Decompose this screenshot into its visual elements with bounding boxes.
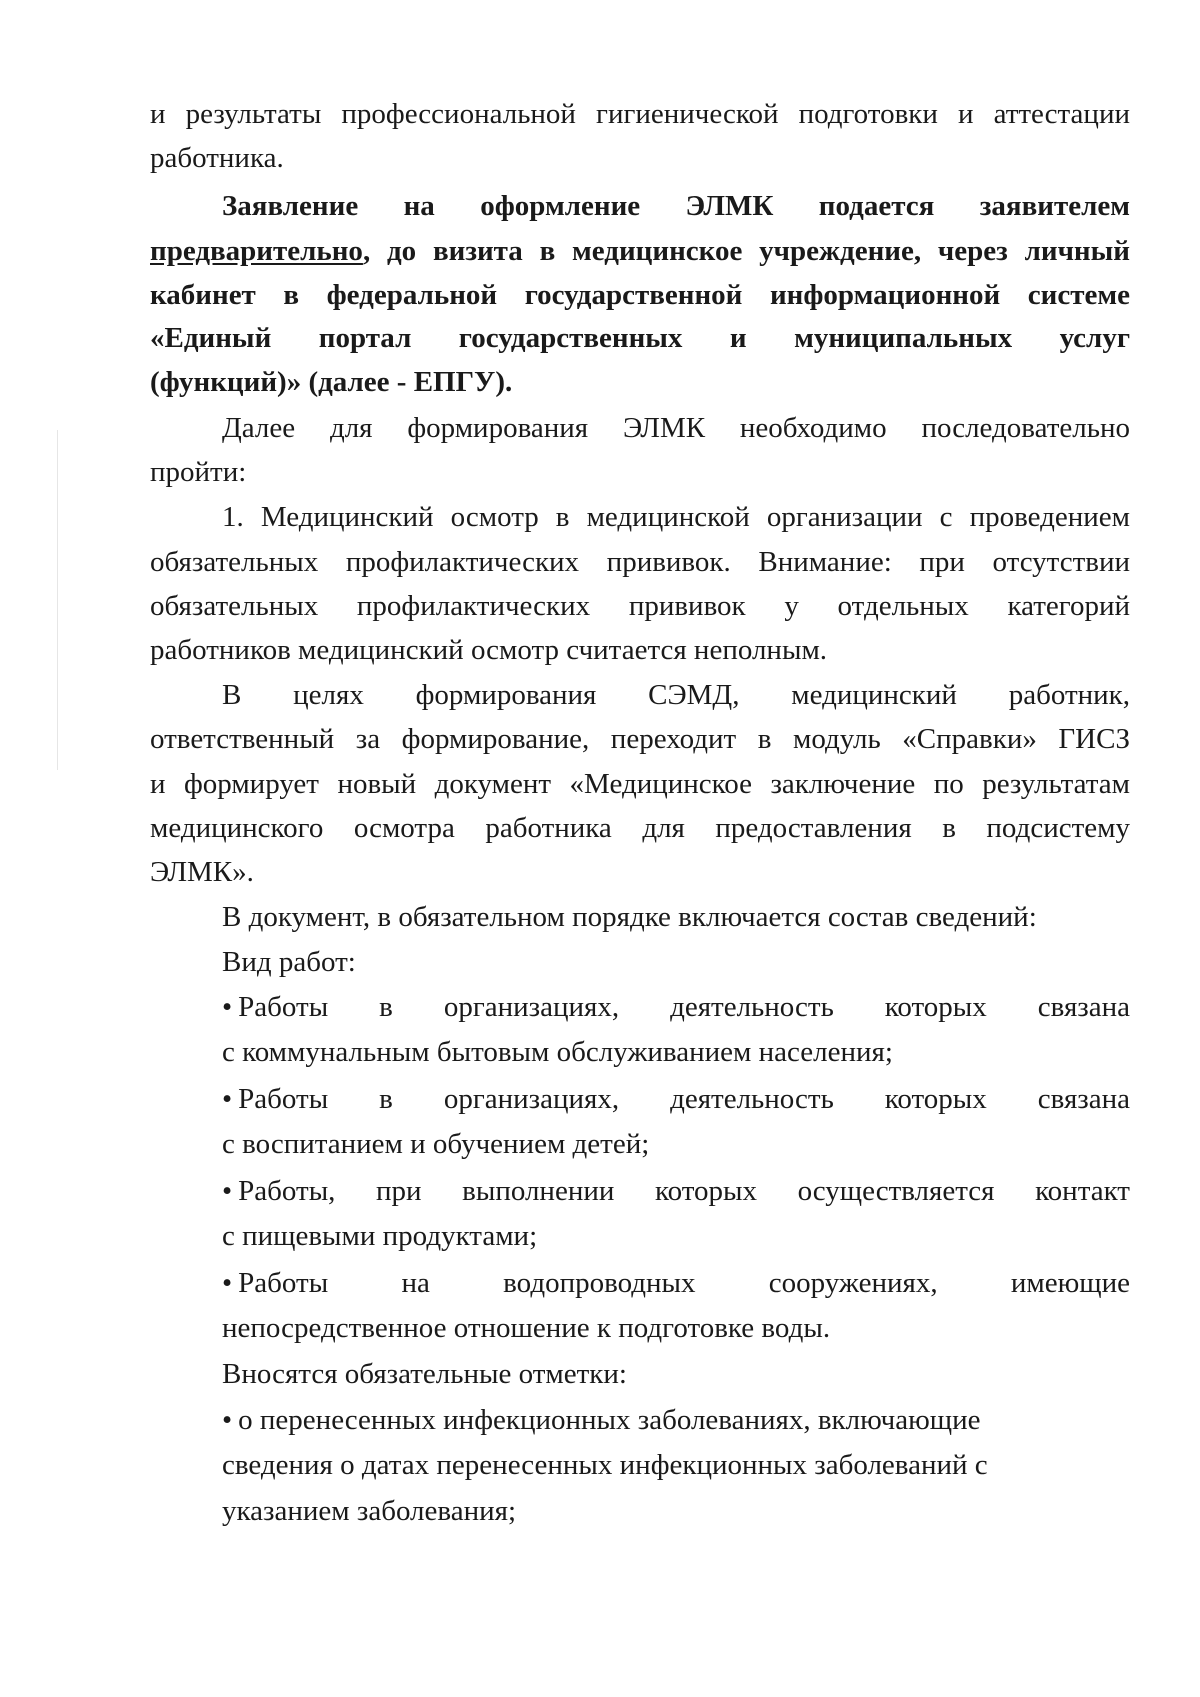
item1-line-4: работников медицинский осмотр считается неполным. <box>150 634 828 666</box>
work-type-2-line-2: с воспитанием и обучением детей; <box>222 1128 650 1160</box>
semd-para-line-4: медицинского осмотра работника для предоставления в подсистему <box>150 812 1130 844</box>
work-type-1-line-1: • Работы в организациях, деятельность которых связана <box>222 991 1130 1023</box>
bold-para-line-4: «Единый портал государственных и муниципальных услуг <box>150 322 1130 354</box>
next-para-line-1: Далее для формирования ЭЛМК необходимо последовательно <box>222 412 1130 444</box>
marks-item-1-line-2: сведения о датах перенесенных инфекционных заболеваний с <box>222 1449 988 1481</box>
work-type-3-line-2: с пищевыми продуктами; <box>222 1220 538 1252</box>
item1-line-3: обязательных профилактических прививок у отдельных категорий <box>150 590 1130 622</box>
bold-para-line-5: (функций)» (далее - ЕПГУ). <box>150 366 513 398</box>
doc-para-line-1: В документ, в обязательном порядке включается состав сведений: <box>222 901 1037 933</box>
bullet-icon: • <box>222 1267 233 1299</box>
semd-para-line-2: ответственный за формирование, переходит в модуль «Справки» ГИСЗ <box>150 723 1130 755</box>
semd-para-line-1: В целях формирования СЭМД, медицинский работник, <box>222 679 1130 711</box>
work-type-4-line-1: • Работы на водопроводных сооружениях, имеющие <box>222 1267 1130 1299</box>
semd-para-line-5: ЭЛМК». <box>150 856 254 888</box>
intro-line-1: и результаты профессиональной гигиенической подготовки и аттестации <box>150 98 1130 130</box>
work-type-1-line-2: с коммунальным бытовым обслуживанием населения; <box>222 1036 893 1068</box>
bold-para-line-2 <box>150 229 1130 273</box>
bullet-icon: • <box>222 991 233 1023</box>
bullet-icon: • <box>222 1083 233 1115</box>
bullet-icon: • <box>222 1175 233 1207</box>
item1-line-1: 1. Медицинский осмотр в медицинской организации с проведением <box>222 501 1130 533</box>
bullet-icon: • <box>222 1404 233 1436</box>
bold-para-line-1: Заявление на оформление ЭЛМК подается заявителем <box>222 190 1130 222</box>
bold-para-line-2-rest: , до визита в медицинское учреждение, через личный <box>362 235 1130 267</box>
scan-edge-line <box>57 430 58 770</box>
semd-para-line-3: и формирует новый документ «Медицинское заключение по результатам <box>150 768 1130 800</box>
doc-para-line-2: Вид работ: <box>222 946 356 978</box>
underlined-word: предварительно <box>150 235 363 267</box>
work-type-2-line-1: • Работы в организациях, деятельность которых связана <box>222 1083 1130 1115</box>
work-type-3-line-1: • Работы, при выполнении которых осуществляется контакт <box>222 1175 1130 1207</box>
next-para-line-2: пройти: <box>150 456 247 488</box>
bold-para-line-3: кабинет в федеральной государственной информационной системе <box>150 279 1130 311</box>
marks-heading: Вносятся обязательные отметки: <box>222 1358 627 1390</box>
work-type-4-line-2: непосредственное отношение к подготовке воды. <box>222 1312 831 1344</box>
item1-line-2: обязательных профилактических прививок. Внимание: при отсутствии <box>150 546 1130 578</box>
marks-item-1-line-1: • о перенесенных инфекционных заболеваниях, включающие <box>222 1404 981 1436</box>
marks-item-1-line-3: указанием заболевания; <box>222 1495 517 1527</box>
intro-line-2: работника. <box>150 142 284 174</box>
